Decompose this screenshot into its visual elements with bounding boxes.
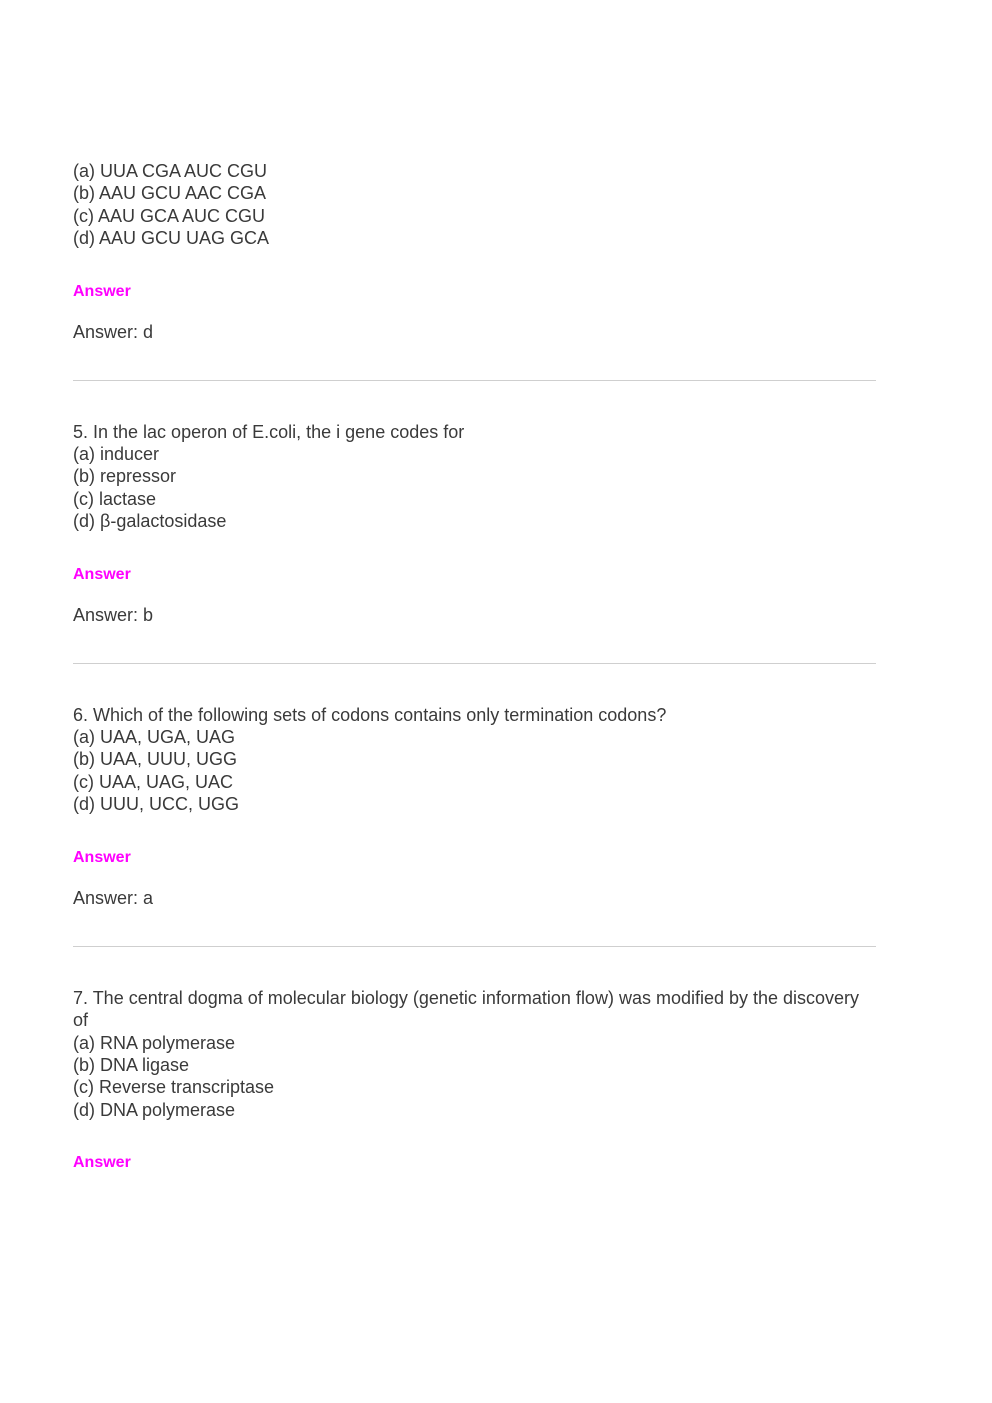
answer-toggle[interactable]: Answer — [73, 848, 131, 866]
option-a: (a) UUA CGA AUC CGU — [73, 161, 268, 181]
option-d: (d) DNA polymerase — [73, 1099, 236, 1120]
question-5 — [73, 421, 876, 626]
divider — [73, 946, 876, 947]
question-6 — [73, 704, 876, 909]
divider — [73, 380, 876, 381]
question-7 — [73, 987, 876, 1173]
option-c: (c) lactase — [73, 488, 157, 509]
option-b: (b) DNA ligase — [73, 1054, 190, 1075]
option-a: (a) inducer — [73, 444, 160, 465]
answer-text: Answer: b — [73, 604, 154, 625]
option-b: (b) repressor — [73, 466, 177, 487]
option-d: (d) β-galactosidase — [73, 511, 227, 532]
option-b: (b) AAU GCU AAC CGA — [73, 183, 267, 204]
option-d: (d) UUU, UCC, UGG — [73, 794, 239, 815]
option-c: (c) UAA, UAG, UAC — [73, 771, 234, 792]
answer-toggle[interactable]: Answer — [73, 565, 131, 583]
option-a: (a) RNA polymerase — [73, 1032, 236, 1053]
answer-text: Answer: d — [73, 321, 154, 342]
document-page — [73, 160, 876, 1173]
option-d: (d) AAU GCU UAG GCA — [73, 228, 270, 249]
question-text: 6. Which of the following sets of codons contains only termination codons? — [73, 704, 667, 725]
question-text: 5. In the lac operon of E.coli, the i gene codes for — [73, 421, 465, 442]
option-b: (b) UAA, UUU, UGG — [73, 749, 238, 770]
question-text: 7. The central dogma of molecular biology (genetic information flow) was modified by the discovery of — [73, 987, 860, 1031]
option-c: (c) Reverse transcriptase — [73, 1077, 275, 1098]
answer-toggle[interactable]: Answer — [73, 282, 131, 300]
divider — [73, 663, 876, 664]
option-c: (c) AAU GCA AUC CGU — [73, 205, 266, 226]
answer-text: Answer: a — [73, 887, 154, 908]
option-a: (a) UAA, UGA, UAG — [73, 727, 236, 748]
question-4-fragment — [73, 160, 876, 343]
answer-toggle[interactable]: Answer — [73, 1154, 131, 1172]
